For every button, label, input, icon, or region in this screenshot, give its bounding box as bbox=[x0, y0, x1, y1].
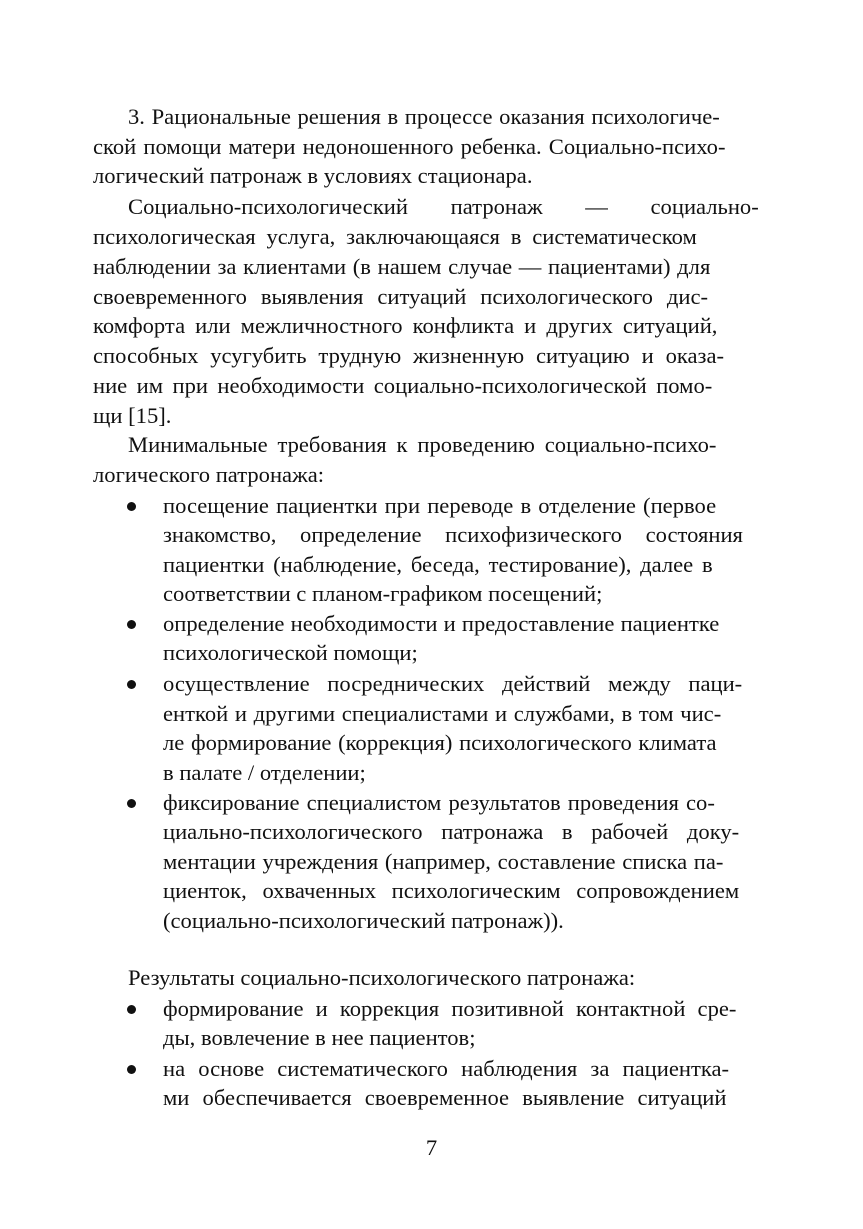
bullet-icon bbox=[127, 1005, 136, 1014]
list-item-line: осуществление посреднических действий между паци- bbox=[163, 671, 743, 696]
list-item-line: посещение пациентки при переводе в отделение (первое bbox=[163, 493, 717, 518]
list-item-line: пациентки (наблюдение, беседа, тестирование), далее в bbox=[163, 552, 713, 577]
list-item-line: психологической помощи; bbox=[163, 640, 418, 665]
bullet-icon bbox=[127, 1065, 136, 1074]
paragraph-2-line-5: комфорта или межличностного конфликта и других ситуаций, bbox=[93, 313, 718, 338]
paragraph-2-line-2: психологическая услуга, заключающаяся в систематическом bbox=[93, 224, 697, 249]
bullet-icon bbox=[127, 620, 136, 629]
paragraph-2-line-3: наблюдении за клиентами (в нашем случае — пациентами) для bbox=[93, 254, 711, 279]
list-item-line: ле формирование (коррекция) психологического климата bbox=[163, 730, 717, 755]
bullet-icon bbox=[127, 502, 136, 511]
paragraph-2-line-4: своевременного выявления ситуаций психологического дис- bbox=[93, 284, 709, 309]
paragraph-2-line-6: способных усугубить трудную жизненную ситуацию и оказа- bbox=[93, 343, 725, 368]
list-item-line: циенток, охваченных психологическим сопровождением bbox=[163, 878, 740, 903]
list-item-line: енткой и другими специалистами и службами, в том чис- bbox=[163, 701, 722, 726]
paragraph-3-line-2: логического патронажа: bbox=[93, 462, 325, 487]
paragraph-1-line-1: 3. Рациональные решения в процессе оказания психологиче- bbox=[128, 104, 720, 129]
paragraph-2-line-8: щи [15]. bbox=[93, 403, 172, 428]
list-item-line: знакомство, определение психофизического состояния bbox=[163, 522, 743, 547]
list-item-line: определение необходимости и предоставление пациентке bbox=[163, 611, 720, 636]
list-item-line: ды, вовлечение в нее пациентов; bbox=[163, 1025, 476, 1050]
bullet-icon bbox=[127, 799, 136, 808]
list-item-line: соответствии с планом-графиком посещений; bbox=[163, 581, 603, 606]
paragraph-3-line-1: Минимальные требования к проведению социально-психо- bbox=[128, 432, 717, 457]
list-item-line: фиксирование специалистом результатов проведения со- bbox=[163, 790, 715, 815]
paragraph-1-line-3: логический патронаж в условиях стационара. bbox=[93, 163, 533, 188]
paragraph-2-line-7: ние им при необходимости социально-психологической помо- bbox=[93, 373, 713, 398]
paragraph-4-line-1: Результаты социально-психологического патронажа: bbox=[128, 965, 636, 990]
page-number: 7 bbox=[425, 1135, 438, 1160]
paragraph-2-line-1: Социально-психологический патронаж — социально- bbox=[128, 194, 759, 219]
list-item-line: ментации учреждения (например, составление списка па- bbox=[163, 849, 724, 874]
list-item-line: на основе систематического наблюдения за пациентка- bbox=[163, 1056, 730, 1081]
paragraph-1-line-2: ской помощи матери недоношенного ребенка. Социально-психо- bbox=[93, 134, 726, 159]
list-item-line: циально-психологического патронажа в рабочей доку- bbox=[163, 819, 740, 844]
list-item-line: (социально-психологический патронаж)). bbox=[163, 908, 564, 933]
list-item-line: в палате / отделении; bbox=[163, 760, 366, 785]
list-item-line: формирование и коррекция позитивной контактной сре- bbox=[163, 996, 737, 1021]
bullet-icon bbox=[127, 680, 136, 689]
list-item-line: ми обеспечивается своевременное выявление ситуаций bbox=[163, 1085, 727, 1110]
